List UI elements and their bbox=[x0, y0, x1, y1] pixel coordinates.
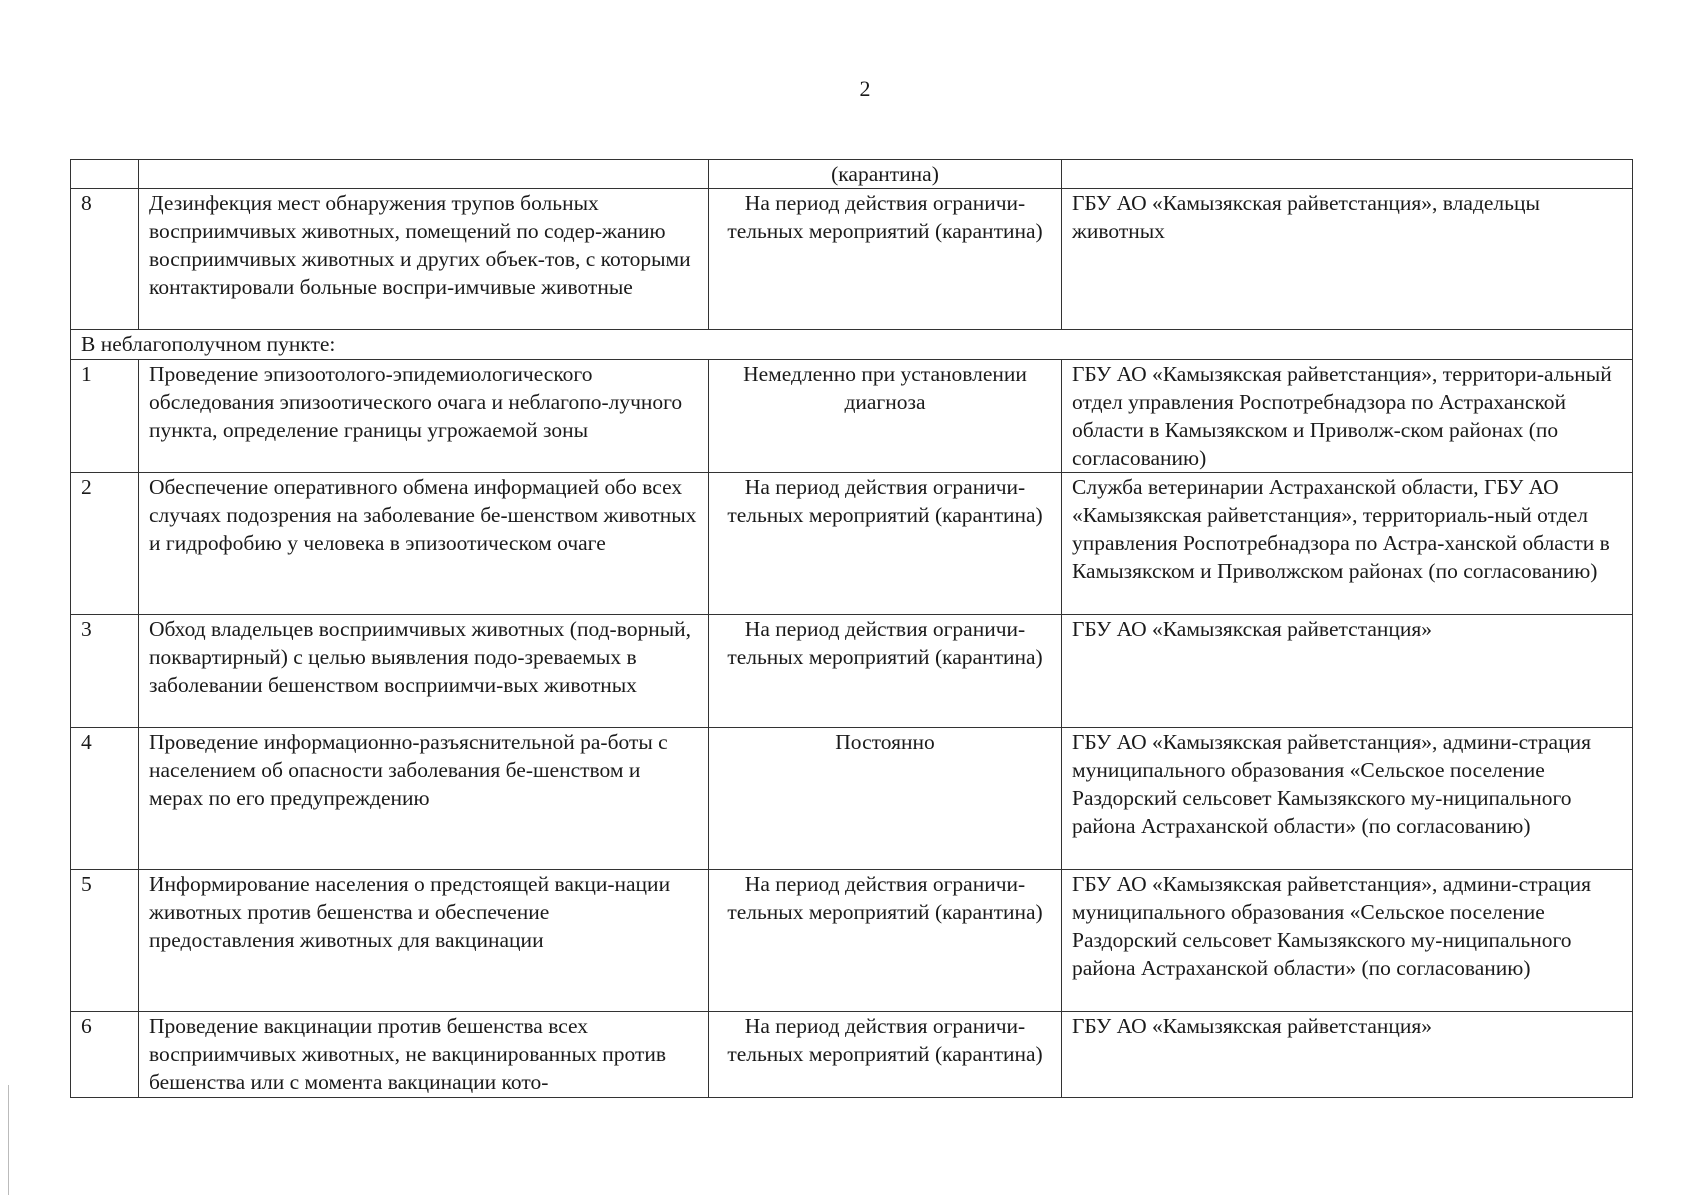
row-number: 8 bbox=[71, 189, 139, 330]
row-number: 5 bbox=[71, 870, 139, 1012]
row-number: 2 bbox=[71, 473, 139, 615]
table-row-1 bbox=[71, 360, 1633, 473]
responsible-cell: ГБУ АО «Камызякская райветстанция», админи-страция муниципального образования «Сельское поселение Раздорский сельсовет Камызякского му-ниципального района Астраханской области» (по согласованию) bbox=[1062, 728, 1633, 870]
row-number: 6 bbox=[71, 1012, 139, 1098]
measures-table bbox=[70, 159, 1633, 1098]
responsible-cell: ГБУ АО «Камызякская райветстанция», территори-альный отдел управления Роспотребнадзора по Астраханской области в Камызякском и Приволж-ском районах (по согласованию) bbox=[1062, 360, 1633, 473]
table-row-6 bbox=[71, 1012, 1633, 1098]
action-cell: Проведение вакцинации против бешенства всех восприимчивых животных, не вакцинированных против бешенства или с момента вакцинации кото- bbox=[139, 1012, 709, 1098]
table-row-8 bbox=[71, 189, 1633, 330]
action-cell: Проведение информационно-разъяснительной ра-боты с населением об опасности заболевания бе-шенством и мерах по его предупреждению bbox=[139, 728, 709, 870]
page-number: 2 bbox=[859, 76, 871, 101]
responsible-cell: ГБУ АО «Камызякская райветстанция», владельцы животных bbox=[1062, 189, 1633, 330]
section-row bbox=[71, 330, 1633, 360]
scan-edge-mark bbox=[8, 1085, 9, 1195]
term-cell: На период действия ограничи-тельных мероприятий (карантина) bbox=[709, 615, 1062, 728]
action-cell: Обход владельцев восприимчивых животных (под-ворный, поквартирный) с целью выявления подо-зреваемых в заболевании бешенством восприимчи-вых животных bbox=[139, 615, 709, 728]
row-number: 3 bbox=[71, 615, 139, 728]
term-cell: На период действия ограничи-тельных мероприятий (карантина) bbox=[709, 1012, 1062, 1098]
responsible-cell: Служба ветеринарии Астраханской области, ГБУ АО «Камызякская райветстанция», территориаль-ный отдел управления Роспотребнадзора по Астра-ханской области в Камызякском и Приволжском районах (по согласованию) bbox=[1062, 473, 1633, 615]
table-row-3 bbox=[71, 615, 1633, 728]
term-cell: На период действия ограничи-тельных мероприятий (карантина) bbox=[709, 870, 1062, 1012]
responsible-cell: ГБУ АО «Камызякская райветстанция», админи-страция муниципального образования «Сельское поселение Раздорский сельсовет Камызякского му-ниципального района Астраханской области» (по согласованию) bbox=[1062, 870, 1633, 1012]
term-cell: На период действия ограничи-тельных мероприятий (карантина) bbox=[709, 473, 1062, 615]
action-cell: Дезинфекция мест обнаружения трупов больных восприимчивых животных, помещений по содер-жанию восприимчивых животных и других объек-тов, с которыми контактировали больные воспри-имчивые животные bbox=[139, 189, 709, 330]
responsible-cell bbox=[1062, 160, 1633, 189]
action-cell: Проведение эпизоотолого-эпидемиологического обследования эпизоотического очага и неблагопо-лучного пункта, определение границы угрожаемой зоны bbox=[139, 360, 709, 473]
responsible-cell: ГБУ АО «Камызякская райветстанция» bbox=[1062, 615, 1633, 728]
row-number: 1 bbox=[71, 360, 139, 473]
table-row-2 bbox=[71, 473, 1633, 615]
term-cell: На период действия ограничи-тельных мероприятий (карантина) bbox=[709, 189, 1062, 330]
action-cell: Обеспечение оперативного обмена информацией обо всех случаях подозрения на заболевание бе-шенством животных и гидрофобию у человека в эпизоотическом очаге bbox=[139, 473, 709, 615]
row-number bbox=[71, 160, 139, 189]
section-title: В неблагополучном пункте: bbox=[71, 330, 1633, 360]
table-row-continuation bbox=[71, 160, 1633, 189]
responsible-cell: ГБУ АО «Камызякская райветстанция» bbox=[1062, 1012, 1633, 1098]
table-row-4 bbox=[71, 728, 1633, 870]
action-cell: Информирование населения о предстоящей вакци-нации животных против бешенства и обеспечение предоставления животных для вакцинации bbox=[139, 870, 709, 1012]
row-number: 4 bbox=[71, 728, 139, 870]
table-row-5 bbox=[71, 870, 1633, 1012]
term-cell: (карантина) bbox=[709, 160, 1062, 189]
term-cell: Постоянно bbox=[709, 728, 1062, 870]
term-cell: Немедленно при установлении диагноза bbox=[709, 360, 1062, 473]
action-cell bbox=[139, 160, 709, 189]
